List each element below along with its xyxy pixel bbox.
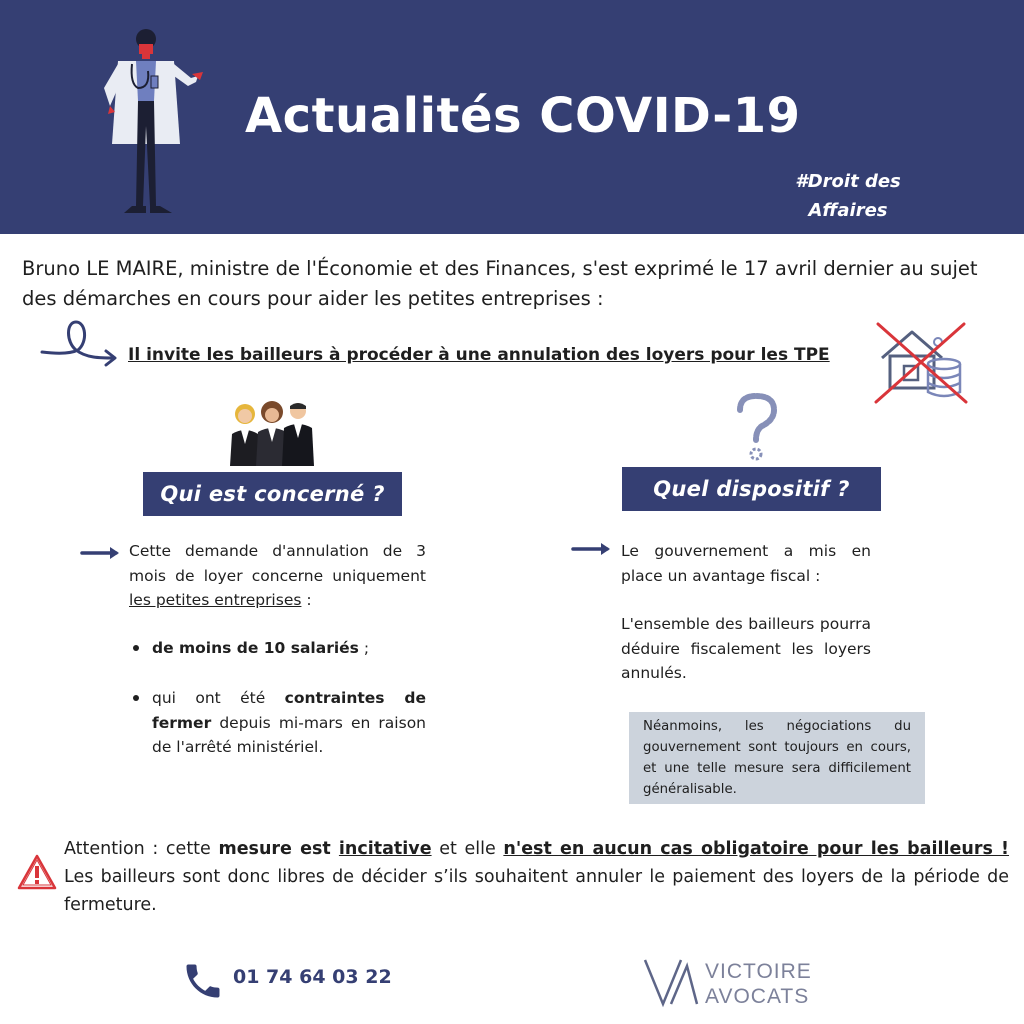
- arrow-right-icon: [80, 545, 122, 561]
- left-intro-link: les petites entreprises: [129, 591, 302, 609]
- right-text-2: L'ensemble des bailleurs pourra déduire fiscalement les loyers annulés.: [621, 615, 871, 682]
- attention-u2: n'est en aucun cas obligatoire pour les bailleurs !: [503, 839, 1010, 859]
- warning-icon: [16, 852, 58, 892]
- business-people-icon: [220, 398, 326, 468]
- attention-u1: incitative: [338, 839, 432, 859]
- loop-arrow-icon: [40, 318, 120, 372]
- attention-b1: mesure est: [218, 839, 339, 859]
- bullet-dot: [133, 695, 139, 701]
- headline: Il invite les bailleurs à procéder à une annulation des loyers pour les TPE: [128, 345, 830, 365]
- header-banner: [0, 0, 1024, 234]
- question-mark-icon: [732, 392, 782, 466]
- bullet-dot: [133, 645, 139, 651]
- label-who-concerned: Qui est concerné ?: [143, 472, 402, 516]
- left-intro-text-b: :: [301, 591, 312, 609]
- victoire-logo: [641, 956, 845, 1010]
- bullet1-bold: de moins de 10 salariés: [152, 639, 359, 657]
- bullet1-rest: ;: [358, 639, 370, 657]
- page-title: Actualités COVID-19: [245, 88, 801, 144]
- attention-p2: et elle: [431, 839, 504, 859]
- doctor-illustration: [88, 26, 208, 220]
- note-box: Néanmoins, les négociations du gouvernement sont toujours en cours, et une telle mesure sera difficilement généralisable.: [629, 712, 925, 804]
- bullet-item-employees: [152, 636, 426, 661]
- house-money-crossed-icon: [872, 318, 972, 408]
- category-tag-line1: #Droit des: [795, 171, 901, 192]
- category-tag-line2: Affaires: [808, 200, 888, 221]
- logo-line1: VICTOIRE: [705, 960, 812, 983]
- left-intro-text: [129, 539, 426, 613]
- attention-paragraph: [64, 835, 1009, 919]
- bullet2-b: depuis mi-mars en raison de l'arrêté ministériel.: [152, 713, 426, 756]
- right-text-1: Le gouvernement a mis en place un avantage fiscal :: [621, 542, 871, 585]
- category-tag: [788, 167, 908, 225]
- phone-icon: [181, 959, 225, 1003]
- label-which-measure: Quel dispositif ?: [622, 467, 881, 511]
- intro-paragraph: Bruno LE MAIRE, ministre de l'Économie et des Finances, s'est exprimé le 17 avril dernier au sujet des démarches en cours pour aider les petites entreprises :: [22, 257, 978, 310]
- arrow-right-icon: [571, 541, 613, 557]
- bullet-item-closure: [152, 686, 426, 760]
- attention-p3: Les bailleurs sont donc libres de décider s’ils souhaitent annuler le paiement des loyers de la période de fermeture.: [64, 867, 1009, 915]
- left-intro-text-a: Cette demande d'annulation de 3 mois de loyer concerne uniquement: [129, 542, 426, 585]
- bullet2-bold: contraintes de fermer: [152, 689, 426, 732]
- bullet2-a: qui ont été: [152, 689, 285, 707]
- attention-p1: Attention : cette: [64, 839, 219, 859]
- phone-number[interactable]: 01 74 64 03 22: [233, 966, 392, 988]
- logo-line2: AVOCATS: [705, 985, 810, 1008]
